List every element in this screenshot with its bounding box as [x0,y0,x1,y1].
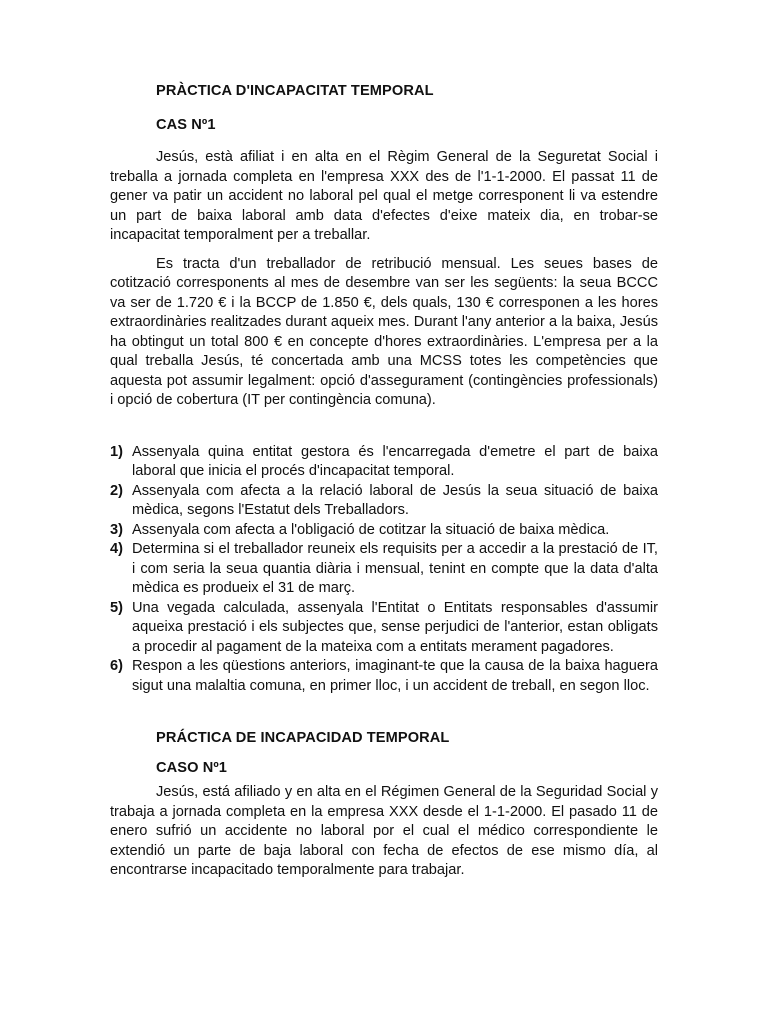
spacer [110,246,658,255]
spacer [110,696,658,729]
question-number: 6) [110,658,123,674]
question-text: Assenyala com afecta a l'obligació de cotitzar la situació de baixa mèdica. [132,521,610,538]
spacer [110,135,658,148]
question-text: Una vegada calculada, assenyala l'Entitat o Entitats responsables d'assumir aqueixa prestació i els subjectes que, sense perjudici de l'anterior, estan obligats a procedir al pagament de la mateixa com a entitats merament pagadores. [132,599,658,655]
question-number: 2) [110,482,123,499]
question-number: 1) [110,443,123,460]
practice-title-catalan: PRÀCTICA D'INCAPACITAT TEMPORAL [156,83,434,99]
case-title-spanish: CASO Nº1 [156,759,228,776]
question-number: 4) [110,541,123,557]
question-number: 3) [110,521,123,538]
list-item [110,657,658,696]
paragraph-catalan-1: Jesús, està afiliat i en alta en el Règim General de la Seguretat Social i treballa a jornada completa en l'empresa XXX des de l'1-1-2000. El passat 11 de gener va patir un accident no laboral pel qual el metge corresponent li va estendre un part de baixa laboral amb data d'efectes d'eixe mateix dia, en trobar-se incapacitat temporalment per a treballar. [110,149,658,243]
paragraph-catalan-2: Es tracta d'un treballador de retribució mensual. Les seues bases de cotització corresponents al mes de desembre van ser les següents: la seua BCCC va ser de 1.720 € i la BCCP de 1.850 €, dels quals, 130 € corresponen a les hores extraordinàries realitzades durant aqueix mes. Durant l'any anterior a la baixa, Jesús ha obtingut un total 800 € en concepte d'hores extraordinàries. L'empresa per a la qual treballa Jesús, té concertada amb una MCSS totes les competències que aquesta pot assumir legalment: opció d'assegurament (contingències professionals) i opció de cobertura (IT per contingència comuna). [110,255,658,408]
list-item [110,540,658,599]
question-number: 5) [110,599,123,616]
case-title-catalan: CAS Nº1 [156,116,216,133]
list-item [110,443,658,482]
question-text: Respon a les qüestions anteriors, imaginant-te que la causa de la baixa haguera sigut una malaltia comuna, en primer lloc, i un accident de treball, en segon lloc. [132,658,658,694]
question-text: Assenyala quina entitat gestora és l'encarregada d'emetre el part de baixa laboral que inicia el procés d'incapacitat temporal. [132,443,658,479]
list-item [110,599,658,658]
paragraph-spanish-1: Jesús, está afiliado y en alta en el Régimen General de la Seguridad Social y trabaja a jornada completa en la empresa XXX desde el 1-1-2000. El pasado 11 de enero sufrió un accidente no laboral por el cual el médico correspondiente le extendió un parte de baja laboral con fecha de efectos de ese mismo día, al encontrarse incapacitado temporalmente para trabajar. [110,784,658,878]
question-text: Assenyala com afecta a la relació laboral de Jesús la seua situació de baixa mèdica, segons l'Estatut dels Treballadors. [132,482,658,518]
questions-list [110,443,658,697]
list-item [110,521,658,541]
spacer [110,411,658,443]
practice-title-spanish: PRÁCTICA DE INCAPACIDAD TEMPORAL [156,730,450,746]
list-item [110,482,658,521]
question-text: Determina si el treballador reuneix els requisits per a accedir a la prestació de IT, i com seria la seua quantia diària i mensual, tenint en compte que la data d'alta mèdica es produeix el 31 de març. [132,541,658,596]
